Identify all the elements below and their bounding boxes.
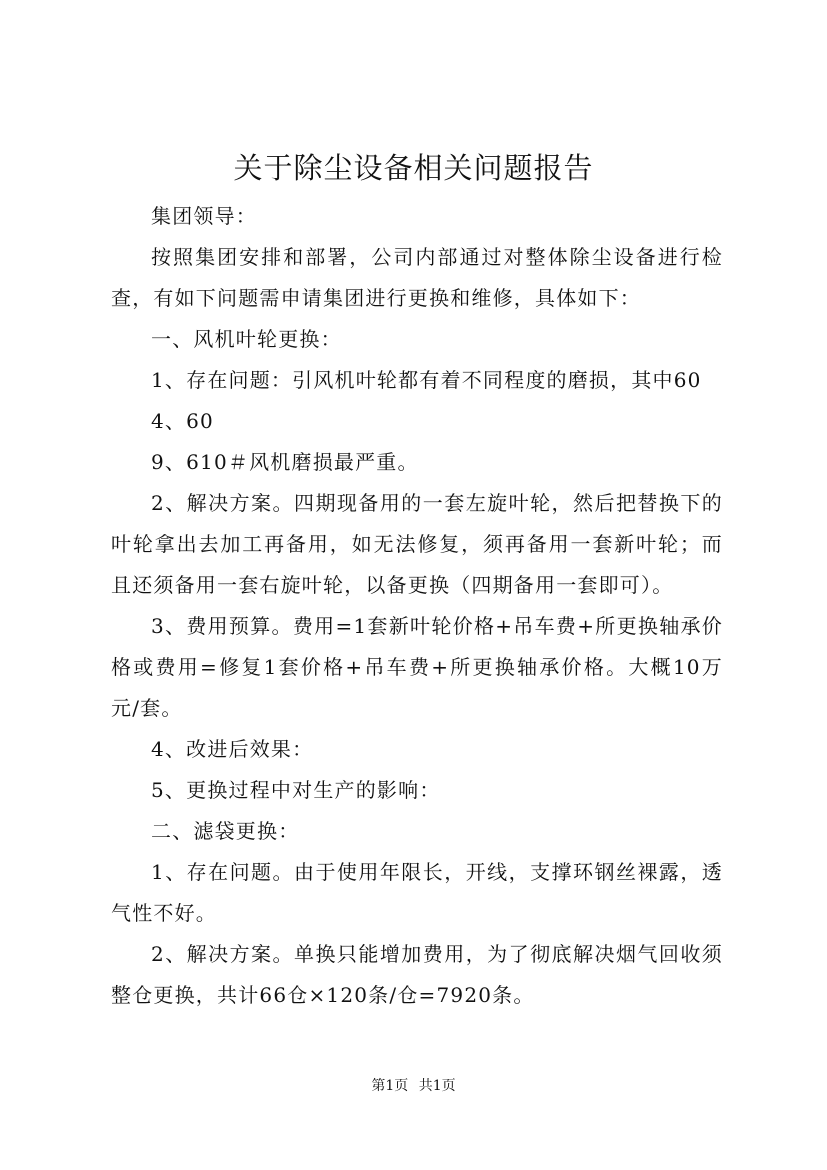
section-heading-filter-bag: 二、滤袋更换：: [151, 819, 300, 843]
paragraph-budget-1: 3、费用预算。费用=1套新叶轮价格+吊车费+所更换轴承价格或费用=修复1套价格+吊车费+所更换轴承价格。大概10万元/套。: [111, 614, 723, 720]
section-heading-fan-impeller: 一、风机叶轮更换：: [151, 327, 342, 351]
paragraph-problem-1-cont-b: 9、610＃风机磨损最严重。: [151, 450, 419, 474]
page-number: 第1页: [371, 1078, 409, 1094]
paragraph-problem-2: 1、存在问题。由于使用年限长，开线，支撑环钢丝裸露，透气性不好。: [111, 860, 723, 925]
paragraph-solution-2: 2、解决方案。单换只能增加费用，为了彻底解决烟气回收须整仓更换，共计66仓×120条/仓=7920条。: [111, 942, 723, 1007]
paragraph-solution-1: 2、解决方案。四期现备用的一套左旋叶轮，然后把替换下的叶轮拿出去加工再备用，如无法修复，须再备用一套新叶轮；而且还须备用一套右旋叶轮，以备更换（四期备用一套即可）。: [111, 491, 723, 597]
paragraph-effect-1: 4、改进后效果：: [151, 737, 314, 761]
document-body: [111, 196, 723, 1016]
page-total: 共1页: [418, 1078, 456, 1094]
paragraph-problem-1-cont-a: 4、60: [151, 409, 214, 433]
paragraph-problem-1: 1、存在问题：引风机叶轮都有着不同程度的磨损，其中60: [151, 368, 702, 392]
paragraph-impact-1: 5、更换过程中对生产的影响：: [151, 778, 441, 802]
paragraph-intro: 按照集团安排和部署，公司内部通过对整体除尘设备进行检查，有如下问题需申请集团进行更换和维修，具体如下：: [111, 245, 723, 310]
page-footer: [0, 1076, 827, 1096]
document-title: 关于除尘设备相关问题报告: [233, 151, 594, 185]
paragraph-salutation: 集团领导：: [151, 204, 257, 228]
